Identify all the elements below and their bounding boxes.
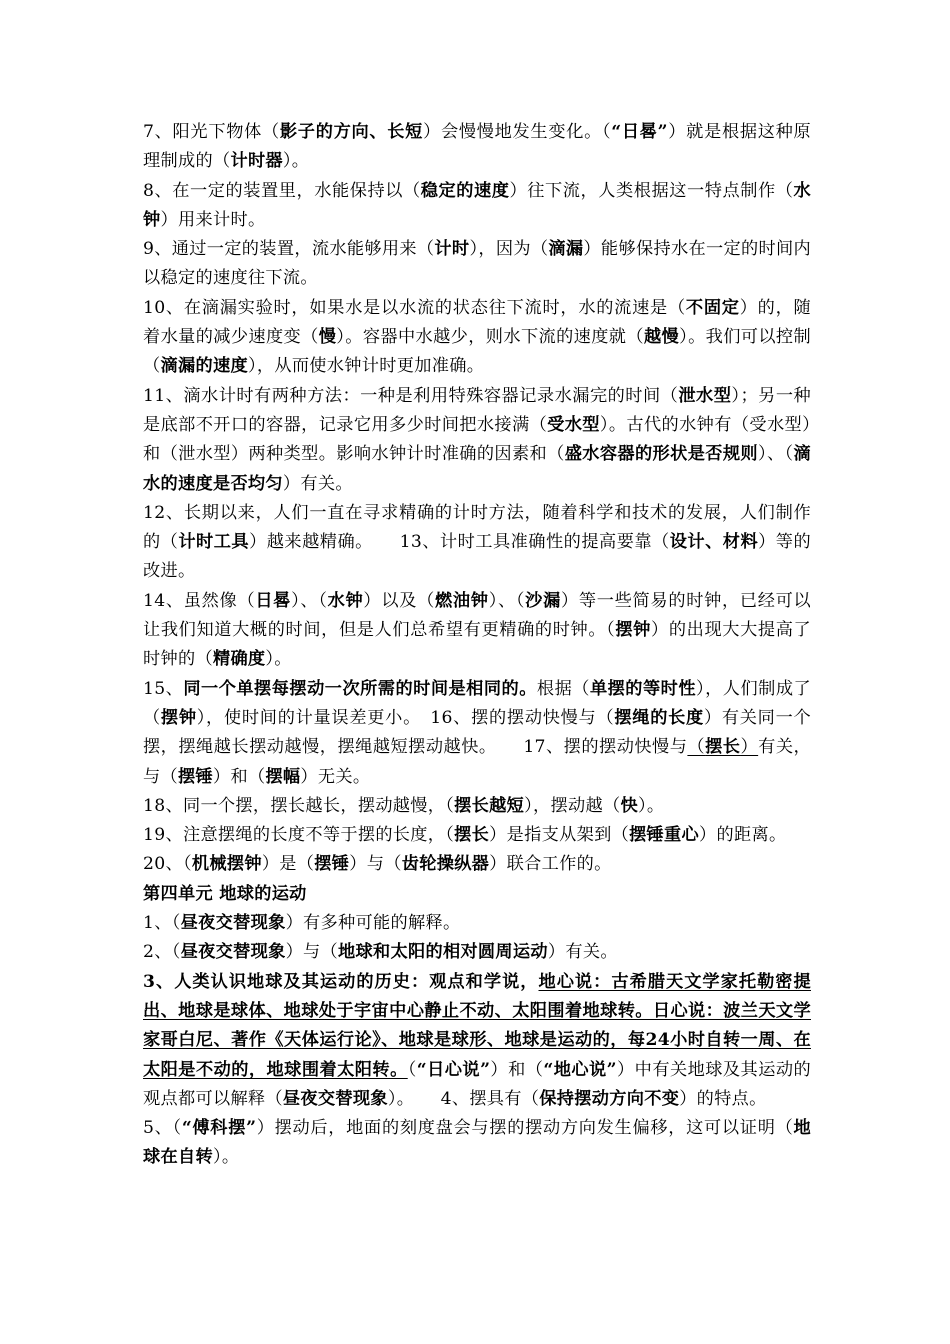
text-run: ）是（ — [261, 854, 315, 875]
emphasized-text: 摆锤重心 — [629, 825, 700, 846]
emphasized-text: 沙漏 — [525, 590, 561, 611]
text-run: 9、通过一定的装置，流水能够用来（ — [143, 239, 435, 260]
text-run: 根据（ — [536, 678, 590, 699]
paragraph-14 — [143, 587, 811, 675]
text-run: ）的特点。 — [679, 1088, 767, 1109]
text-run: ）会慢慢地发生变化。（ — [423, 122, 612, 142]
text-run: ），因为（ — [469, 239, 549, 260]
emphasized-text: 齿轮操纵器 — [401, 854, 490, 875]
text-run: ）摆动后，地面的刻度盘会与摆的摆动方向发生偏移，这可以证明（ — [256, 1118, 794, 1139]
paragraph-8 — [143, 177, 811, 236]
emphasized-text: 泄水型 — [678, 385, 732, 406]
unit4-paragraph-3-4 — [143, 968, 811, 1114]
text-run: ）。 4、摆具有（ — [387, 1088, 540, 1109]
document-body — [143, 118, 811, 1173]
text-run: 15、 — [143, 678, 184, 699]
emphasized-text: 稳定的速度 — [420, 180, 510, 201]
text-run: 12、长期以来，人们一直在寻求精确的计时方法，随着科学和技术的发展，人们制作的（ — [143, 502, 811, 553]
text-run: ）等的改进。 — [143, 532, 811, 582]
emphasized-text: 地球和太阳的相对圆周运动 — [338, 942, 548, 963]
text-run: ）与（ — [285, 942, 339, 963]
text-run: ）往下流，人类根据这一特点制作（ — [509, 180, 794, 201]
emphasized-text: 滴漏的速度 — [160, 356, 248, 377]
unit4-paragraph-2 — [143, 938, 811, 967]
text-run: ）的，随着水量的减少速度变（ — [143, 297, 811, 348]
text-run: ）的距离。 — [699, 825, 787, 846]
emphasized-text: 摆锤 — [177, 766, 213, 787]
text-run: 8、在一定的装置里，水能保持以（ — [143, 180, 421, 201]
text-run: ）。 — [282, 151, 310, 172]
unit4-paragraph-5 — [143, 1114, 811, 1173]
emphasized-text: 地球在自转 — [143, 1118, 811, 1168]
text-run: 18、同一个摆，摆长越长，摆动越慢，（ — [143, 795, 455, 816]
emphasized-text: 计时器 — [230, 151, 283, 172]
text-run: 10、在滴漏实验时，如果水是以水流的状态往下流时，水的流速是（ — [143, 297, 686, 318]
emphasized-text: 计时工具 — [178, 532, 250, 553]
emphasized-text: 日晷 — [255, 590, 292, 611]
emphasized-text: 摆钟 — [615, 620, 651, 641]
emphasized-text: 机械摆钟 — [191, 854, 262, 875]
text-run: ），使时间的计量误差更小。 16、摆的摆动快慢与（ — [196, 707, 615, 728]
text-run: ）和（ — [490, 1059, 544, 1080]
text-run: ）。容器中水越少，则水下流的速度就（ — [336, 327, 644, 348]
text-run: ）无关。 — [300, 766, 371, 787]
emphasized-text: “地心说” — [543, 1059, 617, 1080]
emphasized-text: 燃油钟 — [435, 590, 489, 611]
emphasized-text: 第四单元 地球的运动 — [143, 883, 307, 904]
emphasized-text: 水钟 — [327, 590, 364, 611]
text-run: ）联合工作的。 — [489, 854, 612, 875]
emphasized-text: 受水型 — [547, 414, 600, 435]
text-run: ）用来计时。 — [160, 209, 266, 230]
emphasized-text: 设计、材料 — [669, 532, 759, 553]
emphasized-text: “傅科摆” — [181, 1118, 257, 1139]
emphasized-text: 昼夜交替现象 — [180, 913, 286, 934]
emphasized-text: 保持摆动方向不变 — [539, 1088, 680, 1109]
emphasized-text: 3、人类认识地球及其运动的历史：观点和学说， — [143, 971, 539, 992]
emphasized-text: 计时 — [434, 239, 470, 260]
emphasized-text: 昼夜交替现象 — [180, 942, 286, 963]
text-run: 20、（ — [143, 854, 192, 875]
emphasized-text: 精确度 — [212, 649, 266, 670]
text-run: ）与（ — [349, 854, 402, 875]
text-run: ）有关同一个摆，摆绳越长摆动越慢，摆绳越短摆动越快。 17、摆的摆动快慢与 — [143, 707, 811, 758]
text-run: ）等一些简易的时钟，已经可以让我们知道大概的时间，但是人们总希望有更精确的时钟。（ — [143, 590, 812, 641]
emphasized-text: 摆锤 — [314, 854, 350, 875]
text-run: ）；另一种是底部不开口的容器，记录它用多少时间把水接满（ — [143, 385, 811, 435]
emphasized-text: 摆长越短 — [454, 795, 525, 816]
text-run: ）。 — [637, 795, 665, 816]
emphasized-text: 影子的方向、长短 — [279, 122, 424, 142]
emphasized-text: 慢 — [318, 327, 337, 348]
text-run: 有关，与（ — [143, 737, 811, 787]
text-run: ）。古代的水钟有（受水型）和（泄水型）两种类型。影响水钟计时准确的因素和（ — [143, 414, 811, 465]
text-run: 14、虽然像（ — [143, 590, 256, 611]
paragraph-12-13 — [143, 499, 811, 587]
emphasized-text: 快 — [620, 795, 638, 816]
text-run: ）有关。 — [282, 473, 353, 494]
emphasized-text: 滴水的速度是否均匀 — [143, 444, 811, 494]
emphasized-text: 单摆的等时性 — [589, 678, 697, 699]
paragraph-7 — [143, 118, 811, 177]
text-run: ）就是根据这种原理制成的（ — [143, 122, 812, 172]
text-run: ）。我们可以控制（ — [143, 327, 811, 377]
text-run: ）、（ — [291, 590, 328, 611]
emphasized-text: 盛水容器的形状是否规则 — [564, 444, 758, 465]
paragraph-10 — [143, 294, 811, 382]
text-run: 19、注意摆绳的长度不等于摆的长度，（ — [143, 825, 455, 846]
text-run: 2、（ — [143, 942, 181, 963]
emphasized-text: 摆钟 — [160, 707, 197, 728]
text-run: ）以及（ — [363, 590, 435, 611]
emphasized-text: 摆长 — [705, 737, 741, 758]
text-run: 7、阳光下物体（ — [143, 122, 280, 142]
text-run: ）越来越精确。 13、计时工具准确性的提高要靠（ — [249, 532, 670, 553]
text-run: （ — [407, 1059, 417, 1080]
emphasized-text: 不固定 — [685, 297, 740, 318]
emphasized-text: （ — [687, 737, 706, 758]
text-run: ）和（ — [212, 766, 266, 787]
emphasized-text: ） — [740, 737, 759, 758]
emphasized-text: 水钟 — [143, 180, 811, 230]
text-run: 5、（ — [143, 1118, 182, 1139]
text-run: ）。 — [265, 649, 292, 670]
emphasized-text: “日心说” — [416, 1059, 491, 1080]
emphasized-text: 越慢 — [643, 327, 680, 348]
text-run: 1、（ — [143, 913, 181, 934]
text-run: 11、滴水计时有两种方法：一种是利用特殊容器记录水漏完的时间（ — [143, 385, 679, 406]
text-run: ）。 — [212, 1147, 240, 1168]
text-run: ）能够保持水在一定的时间内以稳定的速度往下流。 — [143, 239, 812, 289]
text-run: ）的出现大大提高了时钟的（ — [143, 620, 811, 670]
paragraph-15-17 — [143, 675, 811, 792]
section-heading-unit-4 — [143, 880, 811, 909]
text-run: ）、（ — [488, 590, 526, 611]
unit4-paragraph-1 — [143, 909, 811, 938]
text-run: ）有关。 — [547, 942, 618, 963]
text-run: ）、（ — [757, 444, 794, 465]
emphasized-text: 摆长 — [454, 825, 490, 846]
emphasized-text: 摆幅 — [265, 766, 301, 787]
text-run: ）中有关地球及其运动的观点都可以解释（ — [143, 1059, 811, 1109]
emphasized-text: 地心说：古希腊天文学家托勒密提出、地球是球体、地球处于宇宙中心静止不动、太阳围着地球转。日心说：波兰天文学家哥白尼、著作《天体运行论》、地球是球形、地球是运动的，每24小时自转一周、在太阳是不动的，地球围着太阳转。 — [143, 971, 811, 1080]
paragraph-9 — [143, 235, 811, 294]
emphasized-text: 滴漏 — [548, 239, 584, 260]
paragraph-18 — [143, 792, 811, 821]
emphasized-text: “日晷” — [611, 122, 668, 142]
text-run: ）是指支从架到（ — [489, 825, 630, 846]
paragraph-20 — [143, 850, 811, 879]
text-run: ），人们制成了（ — [143, 678, 811, 728]
emphasized-text: 摆绳的长度 — [614, 707, 704, 728]
paragraph-19 — [143, 821, 811, 850]
emphasized-text: 同一个单摆每摆动一次所需的时间是相同的。 — [183, 678, 537, 699]
emphasized-text: 昼夜交替现象 — [282, 1088, 388, 1109]
text-run: ），摆动越（ — [524, 795, 621, 816]
text-run: ）有多种可能的解释。 — [285, 913, 461, 934]
text-run: ），从而使水钟计时更加准确。 — [247, 356, 485, 377]
paragraph-11 — [143, 382, 811, 499]
